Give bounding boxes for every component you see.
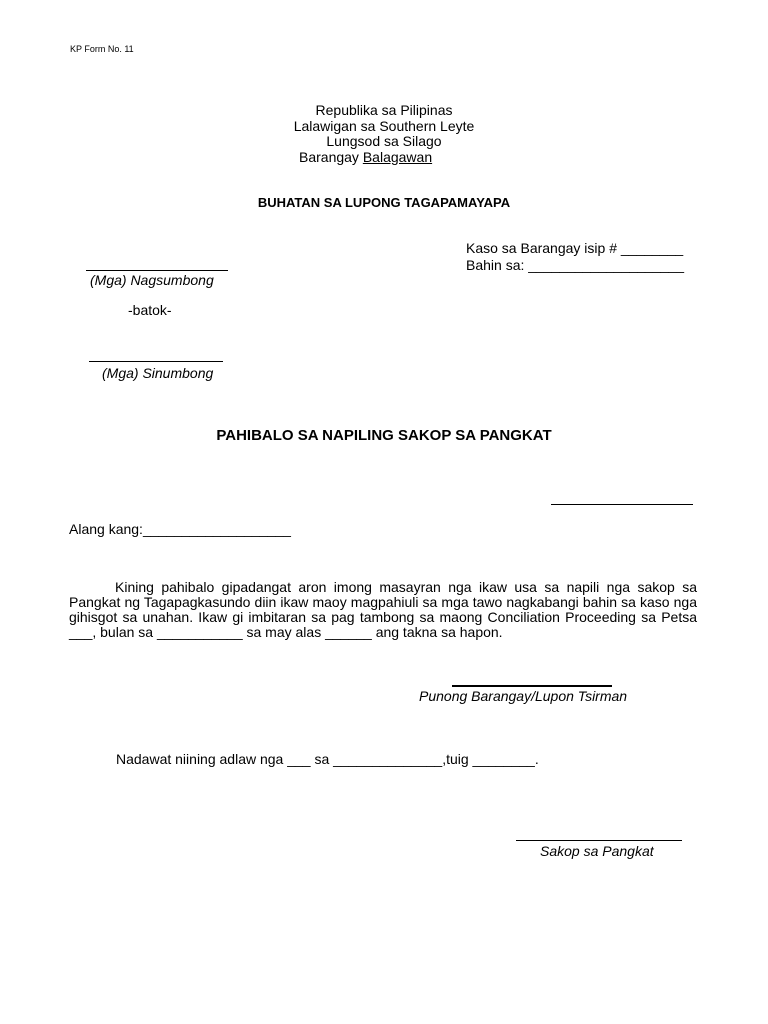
received-prefix: Nadawat niining adlaw nga [116,751,288,767]
received-middle: sa [310,751,334,767]
received-date-field [116,751,539,767]
complainant-label: (Mga) Nagsumbong [90,272,214,288]
office-title: BUHATAN SA LUPONG TAGAPAMAYAPA [257,195,511,210]
complainant-signature-line [86,270,228,271]
received-year: ,tuig ________. [442,751,539,767]
header-country: Republika sa Pilipinas [315,102,453,118]
date-line [551,504,693,505]
versus-label: -batok- [128,302,172,318]
notice-body-text: Kining pahibalo gipadangat aron imong masayran nga ikaw usa sa napili nga sakop sa Pangkat ng Tagapagkasundo diin ikaw maoy magpahiuli sa mga tawo nagkabangi bahin sa kaso nga gihisgot sa unahan. Ikaw gi imbitaran sa pag tambong sa maong Conciliation Proceeding sa Petsa ___, bulan sa ___________ sa may alas ______ ang takna sa hapon. [69,579,697,640]
respondent-signature-line [89,361,223,362]
form-number: KP Form No. 11 [70,44,134,54]
pangkat-member-label: Sakop sa Pangkat [540,843,654,859]
case-subject-field: Bahin sa: ____________________ [466,257,684,273]
header-municipality: Lungsod sa Silago [326,133,442,149]
addressee-field: Alang kang:___________________ [69,521,291,537]
document-title: PAHIBALO SA NAPILING SAKOP SA PANGKAT [216,427,552,444]
punong-barangay-label: Punong Barangay/Lupon Tsirman [419,688,628,704]
barangay-prefix: Barangay [299,149,363,165]
notice-body [69,580,697,640]
punong-barangay-signature-line [452,685,612,687]
respondent-label: (Mga) Sinumbong [102,365,214,381]
header-province: Lalawigan sa Southern Leyte [293,118,475,134]
pangkat-member-signature-line [516,840,682,841]
barangay-name: Balagawan [362,149,433,165]
received-month-blank: ______________ [333,751,443,767]
received-day-blank: ___ [287,751,311,767]
header-barangay [299,149,432,165]
case-number-field: Kaso sa Barangay isip # ________ [466,240,684,256]
